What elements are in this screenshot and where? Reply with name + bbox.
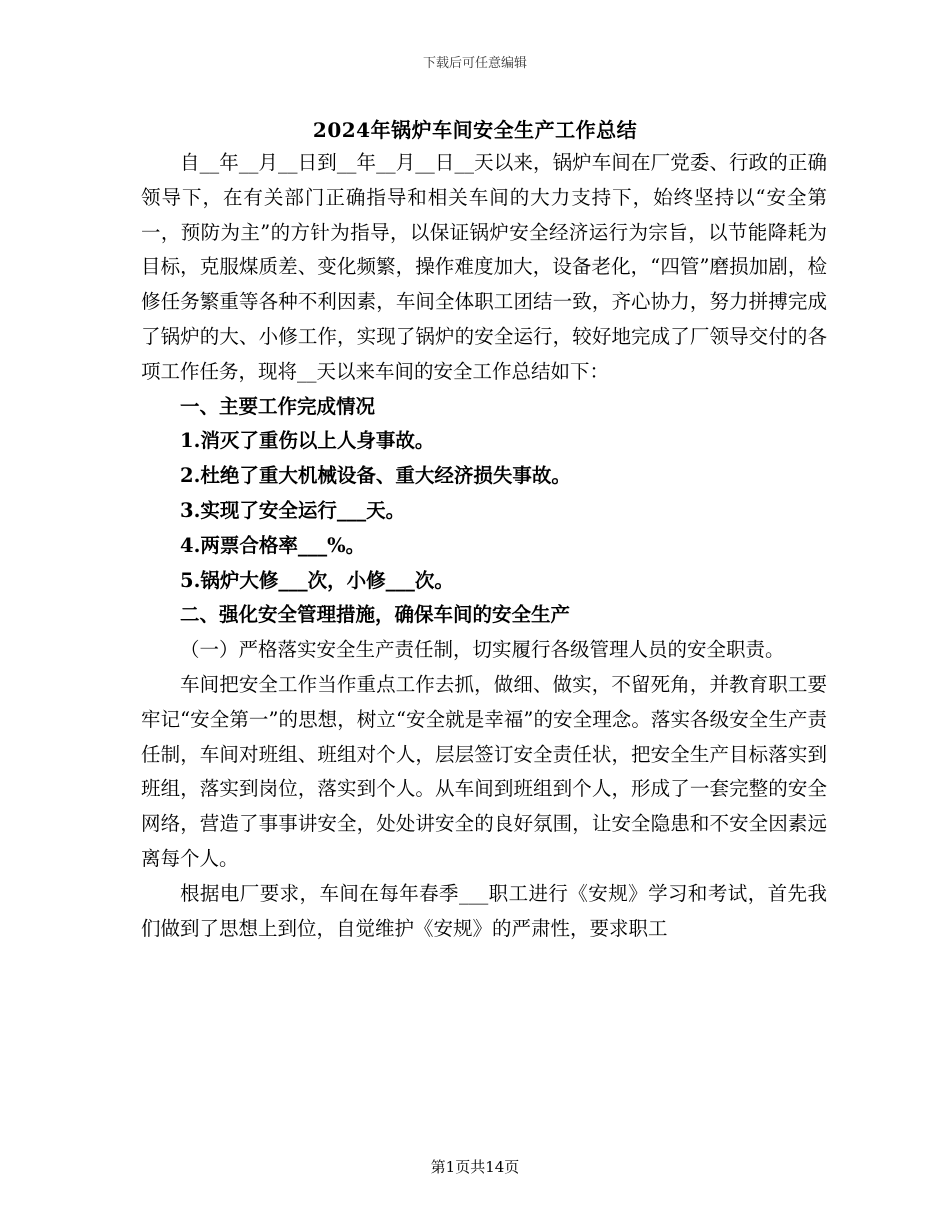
body-paragraph: 车间把安全工作当作重点工作去抓，做细、做实，不留死角，并教育职工要牢记“安全第一”的思想，树立“安全就是幸福”的安全理念。落实各级安全生产责任制，车间对班组、班组对个人，层层签订安全责任状，把安全生产目标落实到班组，落实到岗位，落实到个人。从车间到班组到个人，形成了一套完整的安全网络，营造了事事讲安全，处处讲安全的良好氛围，让安全隐患和不安全因素远离每个人。 <box>141 672 827 870</box>
section-heading-1: 一、主要工作完成情况 <box>180 394 376 418</box>
list-item: 1.消灭了重伤以上人身事故。 <box>180 429 435 453</box>
body-paragraph: 根据电厂要求，车间在每年春季___职工进行《安规》学习和考试，首先我们做到了思想上到位，自觉维护《安规》的严肃性，要求职工 <box>141 881 827 940</box>
list-item: 5.锅炉大修___次，小修___次。 <box>180 568 454 592</box>
list-item: 2.杜绝了重大机械设备、重大经济损失事故。 <box>180 464 571 488</box>
document-title: 2024年锅炉车间安全生产工作总结 <box>312 118 638 142</box>
list-item: 4.两票合格率___%。 <box>180 533 366 557</box>
page-footer: 第1页共14页 <box>430 1158 520 1176</box>
header-note: 下载后可任意编辑 <box>422 56 527 71</box>
document-body <box>141 146 827 946</box>
section-heading-2: 二、强化安全管理措施，确保车间的安全生产 <box>180 603 571 627</box>
list-item: 3.实现了安全运行___天。 <box>180 498 406 522</box>
subsection-heading: （一）严格落实安全生产责任制，切实履行各级管理人员的安全职责。 <box>180 638 785 662</box>
intro-paragraph: 自__年__月__日到__年__月__日__天以来，锅炉车间在厂党委、行政的正确领导下，在有关部门正确指导和相关车间的大力支持下，始终坚持以“安全第一，预防为主”的方针为指导，以保证锅炉安全经济运行为宗旨，以节能降耗为目标，克服煤质差、变化频繁，操作难度加大，设备老化，“四管”磨损加剧，检修任务繁重等各种不利因素，车间全体职工团结一致，齐心协力，努力拼搏完成了锅炉的大、小修工作，实现了锅炉的安全运行，较好地完成了厂领导交付的各项工作任务，现将__天以来车间的安全工作总结如下： <box>141 151 827 383</box>
